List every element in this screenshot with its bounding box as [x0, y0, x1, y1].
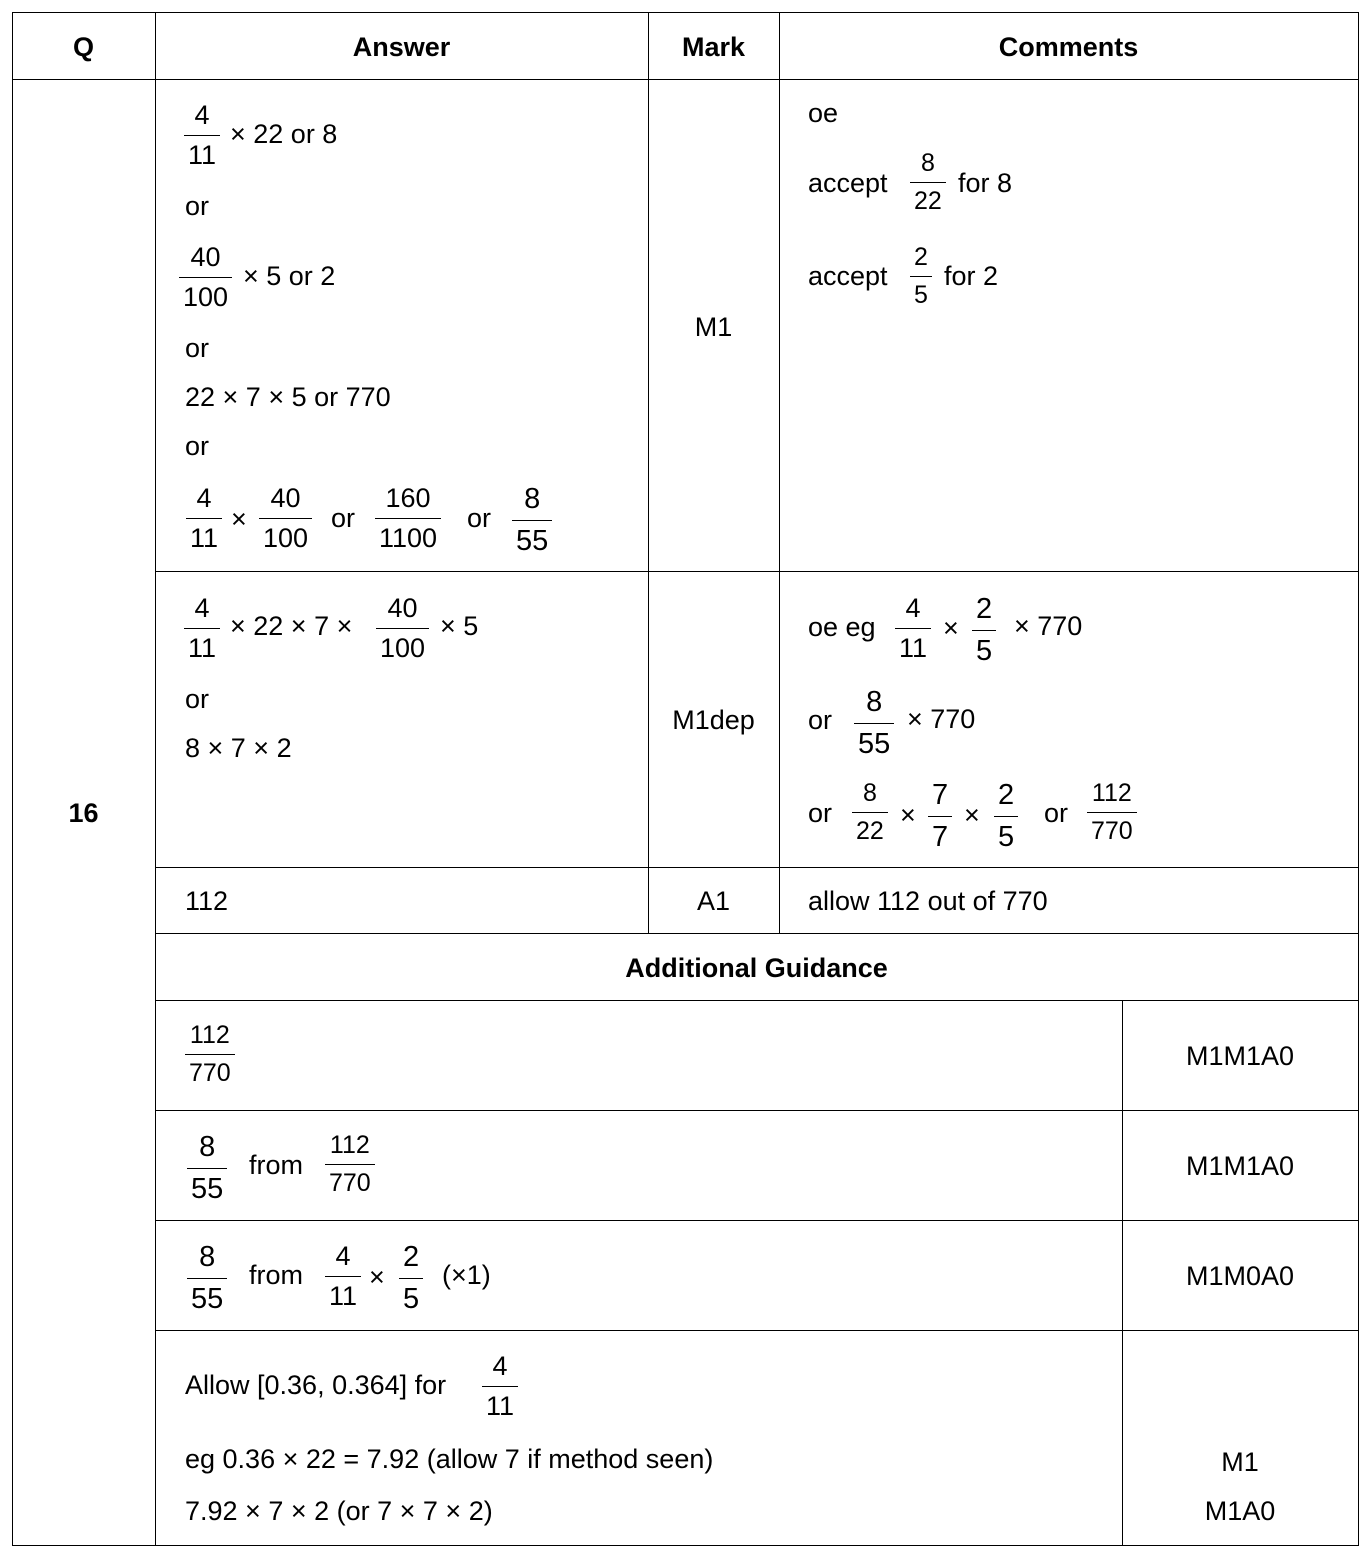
row1-answer-line4-or2: or [467, 503, 492, 533]
denominator: 1100 [379, 523, 438, 553]
row1-answer-or1: or [185, 191, 210, 221]
row2-comment-fraction-8-55 [854, 688, 894, 759]
denominator: 22 [856, 817, 884, 845]
guidance3-from: from [249, 1260, 303, 1290]
row1-answer-or3: or [185, 431, 210, 461]
row1-comment-oe: oe [808, 98, 839, 128]
row2-comment-times1: × [943, 613, 959, 643]
numerator: 4 [335, 1241, 351, 1271]
mark-column-divider [779, 12, 780, 934]
denominator: 100 [263, 523, 309, 553]
guidance2-from: from [249, 1150, 303, 1180]
guidance4-fraction-4-11 [482, 1353, 518, 1420]
guidance3-fraction-4-11 [325, 1243, 361, 1310]
header-comments: Comments [998, 32, 1139, 62]
denominator: 770 [329, 1169, 371, 1197]
guidance3-times: × [369, 1262, 385, 1292]
denominator: 100 [380, 633, 426, 663]
guidance4-working: 7.92 × 7 × 2 (or 7 × 7 × 2) [185, 1496, 493, 1526]
numerator: 112 [329, 1131, 370, 1159]
guidance4-mark2: M1A0 [1204, 1496, 1276, 1526]
row2-comment-times770-a: × 770 [1014, 611, 1083, 641]
denominator: 55 [516, 525, 549, 557]
row1-comment-accept1: accept [808, 168, 888, 198]
numerator: 40 [270, 483, 301, 513]
numerator: 4 [492, 1351, 508, 1381]
numerator: 7 [932, 779, 949, 811]
numerator: 160 [385, 483, 431, 513]
row2-answer-alt: 8 × 7 × 2 [185, 733, 292, 763]
row1-answer-line4-fraction-8-55 [512, 485, 552, 556]
numerator: 40 [387, 593, 418, 623]
guidance3-fraction-2-5 [399, 1243, 423, 1314]
row2-comment-fraction-2-5b [994, 781, 1018, 852]
numerator: 8 [524, 483, 541, 515]
denominator: 55 [191, 1173, 224, 1205]
denominator: 11 [486, 1391, 515, 1421]
table-bottom-border [12, 1545, 1359, 1546]
row1-mark: M1 [694, 312, 733, 342]
row2-mark: M1dep [672, 705, 755, 735]
guidance2-fraction-8-55 [187, 1133, 227, 1204]
row1-answer-line4-fraction-160-1100 [375, 485, 441, 552]
guidance4-example: eg 0.36 × 22 = 7.92 (allow 7 if method seen) [185, 1444, 714, 1474]
table-left-border [12, 12, 13, 1546]
denominator: 22 [914, 187, 942, 215]
numerator: 40 [190, 242, 221, 272]
header-answer: Answer [352, 32, 451, 62]
question-number: 16 [68, 798, 99, 828]
guidance-title: Additional Guidance [625, 953, 888, 983]
row1-comment-for2: for 2 [944, 261, 999, 291]
numerator: 8 [920, 149, 935, 177]
numerator: 8 [862, 779, 877, 807]
row1-comment-fraction-2-5 [910, 245, 932, 308]
row2-answer-fraction-4-11 [184, 595, 220, 662]
row1-answer-fraction-4-11 [184, 102, 220, 169]
guidance1-mark: M1M1A0 [1185, 1041, 1295, 1071]
guidance-title-bottom-border [155, 1000, 1359, 1001]
numerator: 112 [189, 1021, 230, 1049]
row3-comment: allow 112 out of 770 [808, 886, 1048, 916]
denominator: 11 [188, 633, 217, 663]
denominator: 11 [329, 1281, 358, 1311]
denominator: 11 [188, 140, 217, 170]
numerator: 112 [1091, 779, 1132, 807]
guidance-row1-bottom-border [155, 1110, 1359, 1111]
row2-comment-times3: × [964, 800, 980, 830]
row1-answer-fraction-40-100 [179, 244, 232, 311]
row2-bottom-border [155, 867, 1359, 868]
numerator: 8 [199, 1241, 216, 1273]
numerator: 2 [998, 779, 1015, 811]
row2-comment-times2: × [900, 800, 916, 830]
row1-answer-line4-or1: or [331, 503, 356, 533]
row1-bottom-border [155, 571, 1359, 572]
row3-mark: A1 [696, 886, 731, 916]
denominator: 5 [403, 1283, 420, 1315]
row2-comment-oe-eg: oe eg [808, 612, 876, 642]
denominator: 11 [190, 523, 219, 553]
denominator: 5 [998, 821, 1015, 853]
denominator: 5 [914, 281, 928, 309]
row1-comment-for8: for 8 [958, 168, 1013, 198]
numerator: 4 [194, 100, 210, 130]
row1-answer-line4-fraction-40-100 [259, 485, 312, 552]
row2-answer-end: × 5 [440, 611, 479, 641]
row1-comment-accept2: accept [808, 261, 888, 291]
denominator: 5 [976, 635, 993, 667]
denominator: 770 [189, 1059, 231, 1087]
row2-comment-fraction-112-770 [1087, 781, 1137, 844]
row2-comment-fraction-7-7 [928, 781, 952, 852]
row2-comment-or2: or [808, 798, 833, 828]
guidance-row3-bottom-border [155, 1330, 1359, 1331]
denominator: 55 [191, 1283, 224, 1315]
guidance2-mark: M1M1A0 [1185, 1151, 1295, 1181]
table-right-border [1358, 12, 1359, 1546]
numerator: 2 [976, 593, 993, 625]
row2-answer-fraction-40-100 [376, 595, 429, 662]
guidance3-fraction-8-55 [187, 1243, 227, 1314]
row2-comment-fraction-8-22 [852, 781, 888, 844]
row1-answer-line3: 22 × 7 × 5 or 770 [185, 382, 391, 412]
row1-answer-line4-times: × [231, 504, 247, 534]
q-column-divider [155, 12, 156, 1546]
row2-comment-or3: or [1044, 798, 1069, 828]
denominator: 100 [183, 282, 229, 312]
row1-answer-line2-rest: × 5 or 2 [243, 261, 336, 291]
denominator: 770 [1091, 817, 1133, 845]
row1-comment-fraction-8-22 [910, 151, 946, 214]
row3-bottom-border [155, 933, 1359, 934]
guidance4-mark1: M1 [1221, 1447, 1259, 1477]
header-mark: Mark [681, 32, 746, 62]
row3-answer: 112 [185, 886, 229, 916]
table-top-border [12, 12, 1359, 13]
row2-answer-or: or [185, 684, 210, 714]
row2-comment-fraction-4-11 [895, 595, 931, 662]
row2-comment-or1: or [808, 705, 833, 735]
denominator: 7 [932, 821, 949, 853]
row2-comment-times770-b: × 770 [907, 704, 976, 734]
header-bottom-border [12, 79, 1359, 80]
row1-answer-line1-rest: × 22 or 8 [230, 119, 338, 149]
numerator: 4 [905, 593, 921, 623]
numerator: 4 [196, 483, 212, 513]
row1-answer-line4-fraction-4-11 [186, 485, 222, 552]
numerator: 2 [914, 243, 928, 271]
row1-answer-or2: or [185, 333, 210, 363]
guidance3-times1: (×1) [442, 1260, 491, 1290]
numerator: 8 [866, 686, 883, 718]
denominator: 55 [858, 728, 891, 760]
guidance2-fraction-112-770 [325, 1133, 375, 1196]
answer-column-divider [648, 12, 649, 934]
guidance1-fraction-112-770 [185, 1023, 235, 1086]
guidance3-mark: M1M0A0 [1185, 1261, 1295, 1291]
guidance4-allow-range: Allow [0.36, 0.364] for [185, 1370, 447, 1400]
guidance-row2-bottom-border [155, 1220, 1359, 1221]
row2-answer-mid: × 22 × 7 × [230, 611, 353, 641]
numerator: 2 [403, 1241, 420, 1273]
header-q: Q [72, 32, 94, 62]
row2-comment-fraction-2-5 [972, 595, 996, 666]
numerator: 4 [194, 593, 210, 623]
numerator: 8 [199, 1131, 216, 1163]
denominator: 11 [899, 633, 928, 663]
